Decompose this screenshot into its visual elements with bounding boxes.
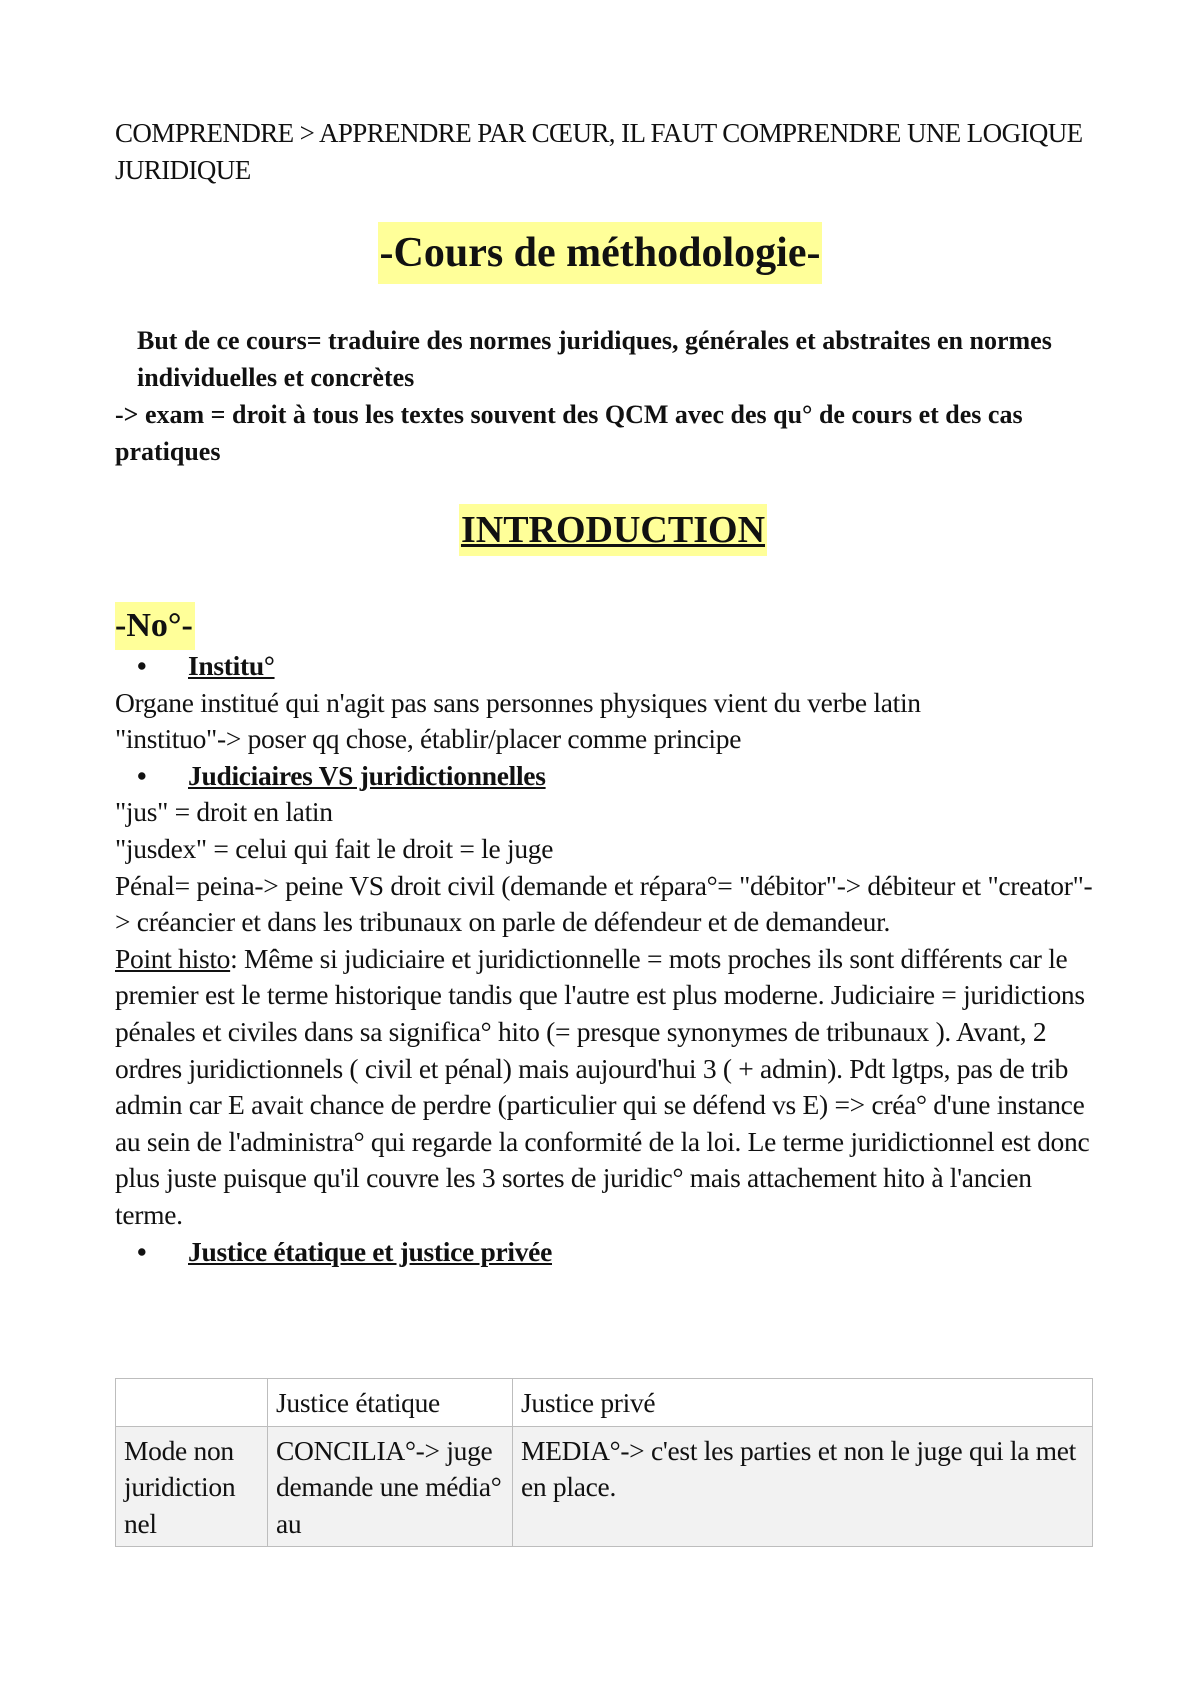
body-text <box>115 648 1105 1270</box>
bullet-label: Institu° <box>188 650 275 681</box>
bullet-judiciaires <box>115 758 1105 795</box>
bullet-label: Judiciaires VS juridictionnelles <box>188 759 546 791</box>
bullet-dot: • <box>137 650 147 681</box>
paragraph: "jusdex" = celui qui fait le droit = le juge <box>115 832 554 864</box>
exam-note: -> exam = droit à tous les textes souvent des QCM avec des qu° de cours et des cas pratiques <box>115 400 1023 466</box>
section-heading-block <box>0 504 1200 556</box>
paragraph: Pénal= peina-> peine VS droit civil (demande et répara°= "débitor"-> débiteur et "creator"-> créancier et dans les tribunaux on parle de défendeur et de demandeur. <box>115 869 1093 938</box>
header-note: COMPRENDRE > APPRENDRE PAR CŒUR, IL FAUT COMPRENDRE UNE LOGIQUE JURIDIQUE <box>115 118 1083 185</box>
table-cell: CONCILIA°-> juge demande une média° au <box>268 1426 513 1547</box>
bullet-institu <box>115 648 1105 685</box>
paragraph: Organe institué qui n'agit pas sans personnes physiques vient du verbe latin <box>115 686 921 718</box>
table-header-cell: Justice privé <box>513 1379 1093 1427</box>
table-row <box>116 1426 1093 1547</box>
table-cell: MEDIA°-> c'est les parties et non le juge qui la met en place. <box>513 1426 1093 1547</box>
bullet-dot: • <box>137 759 147 791</box>
paragraph: "instituo"-> poser qq chose, établir/placer comme principe <box>115 723 742 755</box>
paragraph: "jus" = droit en latin <box>115 796 333 828</box>
course-goal: But de ce cours= traduire des normes juridiques, générales et abstraites en normes individuelles et concrètes <box>137 326 1052 392</box>
bullet-label: Justice étatique et justice privée <box>188 1235 552 1267</box>
table-header-cell <box>116 1379 268 1427</box>
title-block <box>0 222 1200 284</box>
point-histo-paragraph <box>115 941 1105 1234</box>
section-heading: INTRODUCTION <box>459 504 767 556</box>
point-histo-label: Point histo <box>115 942 231 974</box>
table-header-cell: Justice étatique <box>268 1379 513 1427</box>
bullet-justice <box>115 1234 1105 1271</box>
point-histo-text: : Même si judiciaire et juridictionnelle = mots proches ils sont différents car le premier est le terme historique tandis que l'autre est plus moderne. Judiciaire = juridictions pénales et civiles dans sa significa° hito (= presque synonymes de tribunaux ). Avant, 2 ordres juridictionnels ( civil et pénal) mais aujourd'hui 3 ( + admin). Pdt lgtps, pas de trib admin car E avait chance de perdre (particulier qui se défend vs E) => créa° d'une instance au sein de l'administra° qui regarde la conformité de la loi. Le terme juridictionnel est donc plus juste puisque qu'il couvre les 3 sortes de juridic° mais attachement hito à l'ancien terme. <box>115 942 1090 1230</box>
bullet-dot: • <box>137 1235 147 1267</box>
justice-comparison-table <box>115 1378 1093 1547</box>
subsection-heading: -No°- <box>115 602 195 650</box>
page-title: -Cours de méthodologie- <box>378 222 823 284</box>
table-cell: Mode non juridiction nel <box>116 1426 268 1547</box>
table-header-row <box>116 1379 1093 1427</box>
